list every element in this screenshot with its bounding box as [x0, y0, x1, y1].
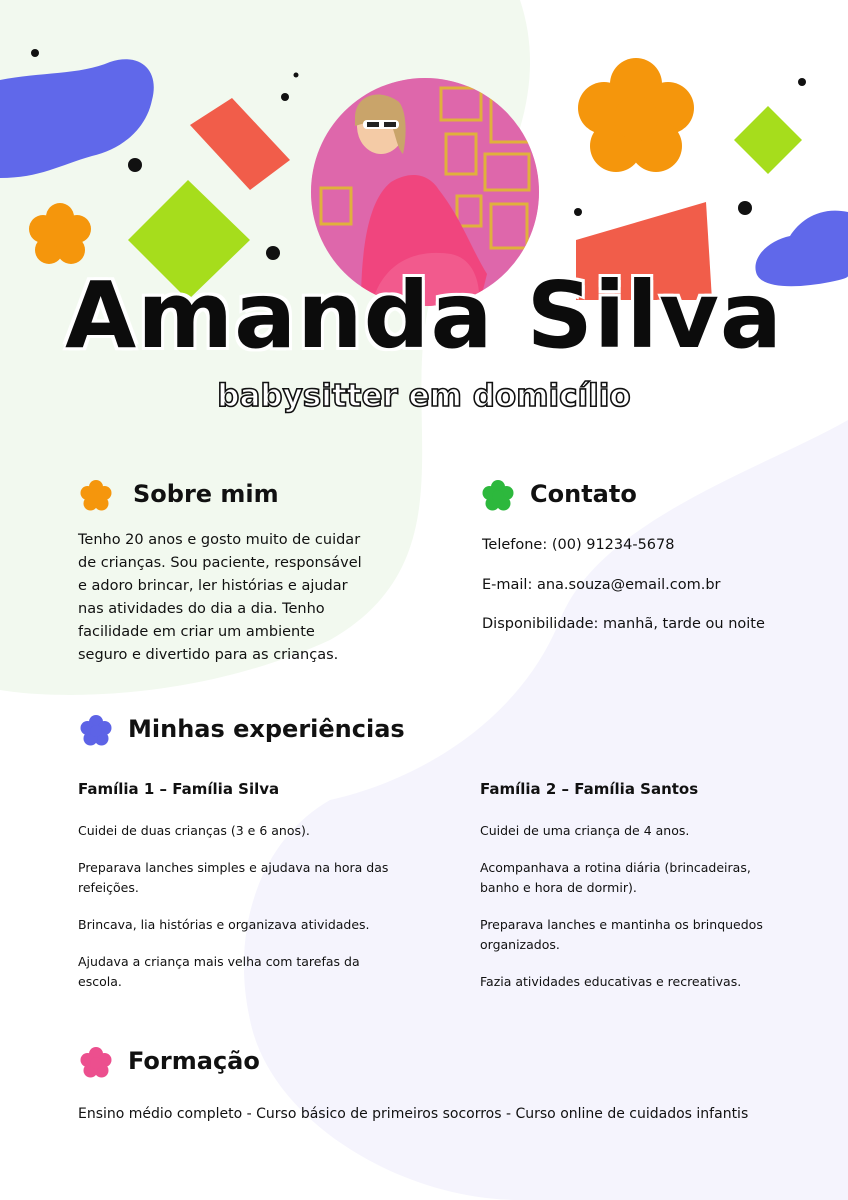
about-line: Tenho 20 anos e gosto muito de cuidar [78, 532, 361, 548]
contact-heading: Contato [530, 480, 637, 508]
candidate-name: Amanda Silva [65, 262, 783, 369]
contact-phone: Telefone: (00) 91234-5678 [482, 537, 675, 553]
education-text: Ensino médio completo - Curso básico de primeiros socorros - Curso online de cuidados infantis [78, 1106, 749, 1122]
contact-email: E-mail: ana.souza@email.com.br [482, 577, 721, 593]
about-line: de crianças. Sou paciente, responsável [78, 555, 362, 571]
experience-heading: Minhas experiências [128, 715, 405, 743]
about-line: facilidade em criar um ambiente [78, 624, 315, 640]
job-item: Ajudava a criança mais velha com tarefas da escola. [78, 954, 360, 989]
job-item: Preparava lanches simples e ajudava na hora das refeições. [78, 860, 389, 895]
about-line: seguro e divertido para as crianças. [78, 647, 339, 663]
job-list [480, 821, 780, 1009]
about-line: e adoro brincar, ler histórias e ajudar [78, 578, 348, 594]
education-heading: Formação [128, 1047, 260, 1075]
orange-flower-icon [78, 478, 114, 514]
about-heading: Sobre mim [133, 480, 279, 508]
job-item: Fazia atividades educativas e recreativas. [480, 974, 742, 989]
job-subtitle: babysitter em domicílio [217, 378, 631, 414]
job-item: Acompanhava a rotina diária (brincadeiras, banho e hora de dormir). [480, 860, 751, 895]
job-item: Cuidei de duas crianças (3 e 6 anos). [78, 823, 310, 838]
job-item: Cuidei de uma criança de 4 anos. [480, 823, 690, 838]
job-list [78, 821, 398, 1009]
pink-flower-icon [78, 1045, 114, 1081]
job-item: Preparava lanches e mantinha os brinquedos organizados. [480, 917, 763, 952]
contact-availability: Disponibilidade: manhã, tarde ou noite [482, 616, 765, 632]
green-flower-icon [480, 478, 516, 514]
job-item: Brincava, lia histórias e organizava atividades. [78, 917, 370, 932]
lime-diamond-right [734, 106, 802, 174]
job-title: Família 1 – Família Silva [78, 780, 280, 798]
purple-flower-icon [78, 713, 114, 749]
job-title: Família 2 – Família Santos [480, 780, 699, 798]
about-line: nas atividades do dia a dia. Tenho [78, 601, 325, 617]
orange-flower-right [578, 58, 694, 172]
about-text [78, 529, 398, 667]
